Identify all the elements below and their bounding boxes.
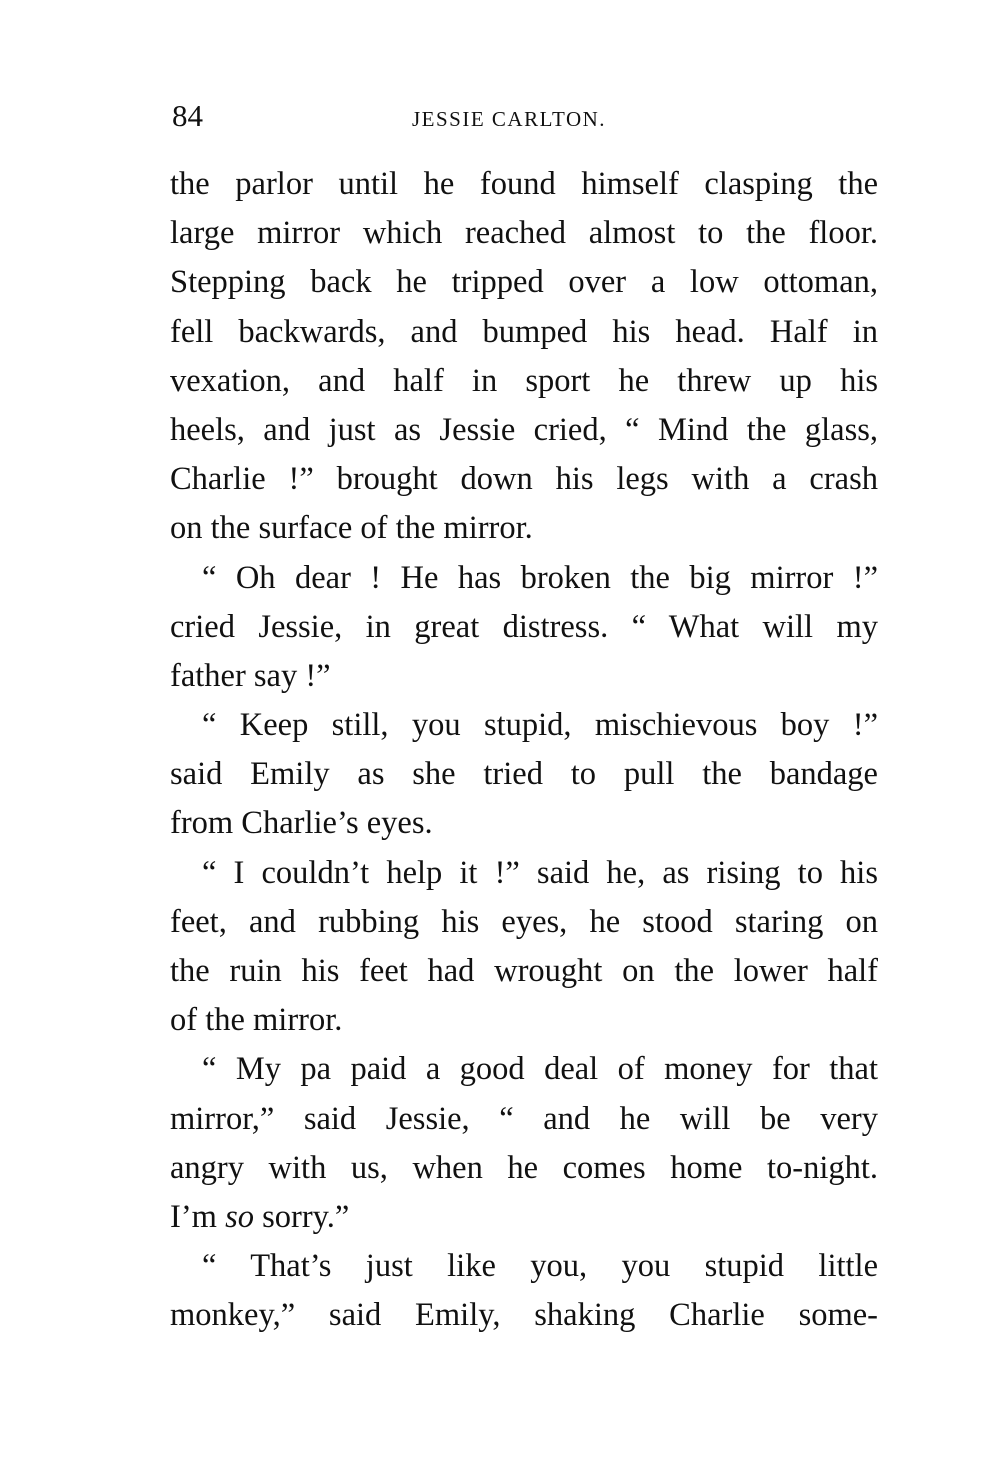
page-number: 84 [172,98,203,133]
text-line: from Charlie’s eyes. [170,805,433,842]
text-line: “ My pa paid a good deal of money for that [202,1051,878,1088]
body-text [170,160,878,1341]
text-line-mixed [170,1193,878,1242]
text-line: monkey,” said Emily, shaking Charlie some- [170,1297,878,1334]
text-line: feet, and rubbing his eyes, he stood staring on [170,903,878,940]
text-line: cried Jessie, in great distress. “ What will my [170,608,878,645]
page-header [172,98,878,138]
text-line: angry with us, when he comes home to-night. [170,1149,878,1186]
text-line: “ Keep still, you stupid, mischievous boy !” [202,707,878,744]
text-line: Stepping back he tripped over a low ottoman, [170,264,878,301]
text-line: the parlor until he found himself clasping the [170,166,878,202]
emphasis-text: so [225,1198,254,1235]
text-line: “ That’s just like you, you stupid little [202,1248,878,1285]
text-line: said Emily as she tried to pull the bandage [170,756,878,793]
text-line: vexation, and half in sport he threw up his [170,362,878,399]
text-line: the ruin his feet had wrought on the lower half [170,953,878,989]
text-line: “ I couldn’t help it !” said he, as rising to his [202,854,878,891]
text-line: fell backwards, and bumped his head. Half in [170,313,878,350]
text-line: large mirror which reached almost to the floor. [170,215,878,252]
text-fragment: sorry.” [262,1198,350,1235]
text-line: Charlie !” brought down his legs with a crash [170,461,878,498]
text-line: father say !” [170,657,331,694]
text-line: on the surface of the mirror. [170,510,533,547]
text-line: of the mirror. [170,1002,343,1039]
text-line: “ Oh dear ! He has broken the big mirror !” [202,559,878,596]
running-head: JESSIE CARLTON. [412,107,607,131]
text-line: heels, and just as Jessie cried, “ Mind the glass, [170,411,878,448]
text-line: mirror,” said Jessie, “ and he will be very [170,1100,878,1137]
text-fragment: I’m [170,1198,217,1235]
